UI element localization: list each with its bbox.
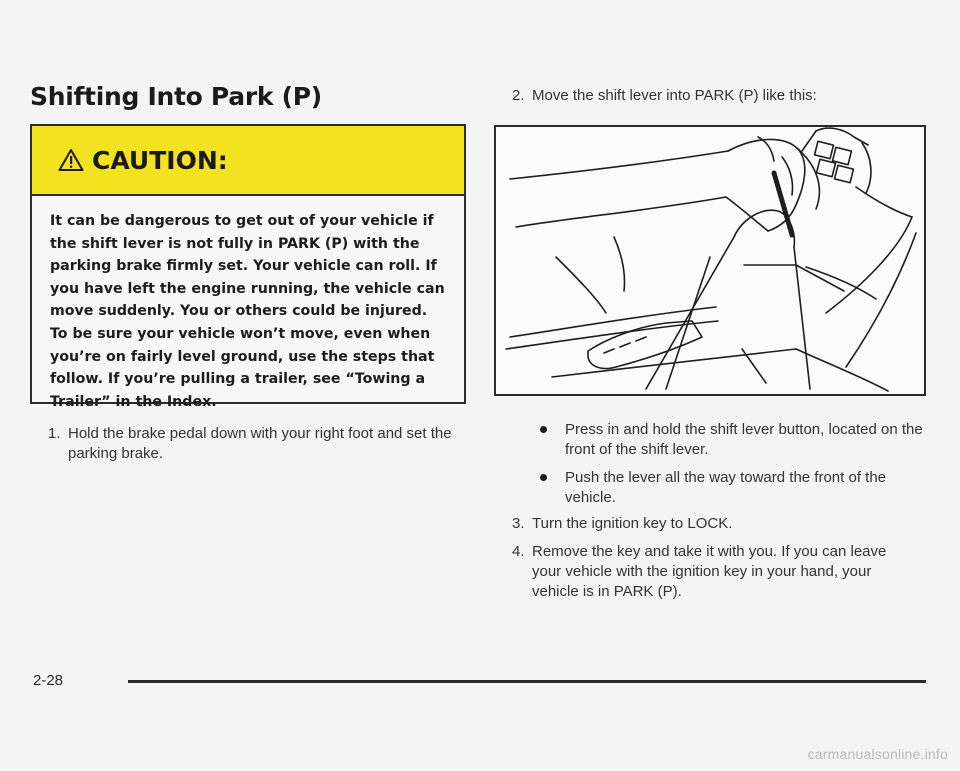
caution-box xyxy=(30,124,466,410)
bullet-item xyxy=(540,420,930,460)
footer-rule xyxy=(128,680,926,683)
step-number: 3. xyxy=(512,515,525,532)
step-1 xyxy=(48,424,468,464)
bullet-item xyxy=(540,468,930,508)
step-text: Move the shift lever into PARK (P) like this: xyxy=(532,87,817,104)
step-number: 2. xyxy=(512,87,525,104)
bullet-dot-icon xyxy=(540,426,547,433)
bullet-dot-icon xyxy=(540,474,547,481)
bullet-text: Press in and hold the shift lever button, located on the front of the shift lever. xyxy=(565,421,923,458)
caution-body: It can be dangerous to get out of your vehicle if the shift lever is not fully in PARK (P) with the parking brake firmly set. Your vehicle can roll. If you have left the engine running, the vehicle can move suddenly. You or others could be injured. To be sure your vehicle won’t move, even when you’re on fairly level ground, use the steps that follow. If you’re pulling a trailer, see “Towing a Trailer” in the Index. xyxy=(50,213,445,410)
page-number: 2-28 xyxy=(33,672,64,689)
step-number: 1. xyxy=(48,425,61,442)
step-text: Turn the ignition key to LOCK. xyxy=(532,515,733,532)
shift-lever-illustration xyxy=(494,125,926,396)
warning-triangle-icon xyxy=(58,148,84,172)
watermark: carmanualsonline.info xyxy=(807,746,948,762)
caution-heading: CAUTION: xyxy=(92,145,228,175)
step-text: Remove the key and take it with you. If you can leave your vehicle with the ignition key in your hand, your vehicle is in PARK (P). xyxy=(532,543,887,600)
step-3 xyxy=(512,514,932,534)
shift-lever-drawing xyxy=(496,127,924,394)
step-4 xyxy=(512,542,912,602)
section-title: Shifting Into Park (P) xyxy=(30,82,322,111)
step-text: Hold the brake pedal down with your right foot and set the parking brake. xyxy=(68,425,452,462)
caution-header xyxy=(32,126,464,196)
step-number: 4. xyxy=(512,543,525,560)
step-2 xyxy=(512,86,932,106)
bullet-text: Push the lever all the way toward the front of the vehicle. xyxy=(565,469,887,506)
